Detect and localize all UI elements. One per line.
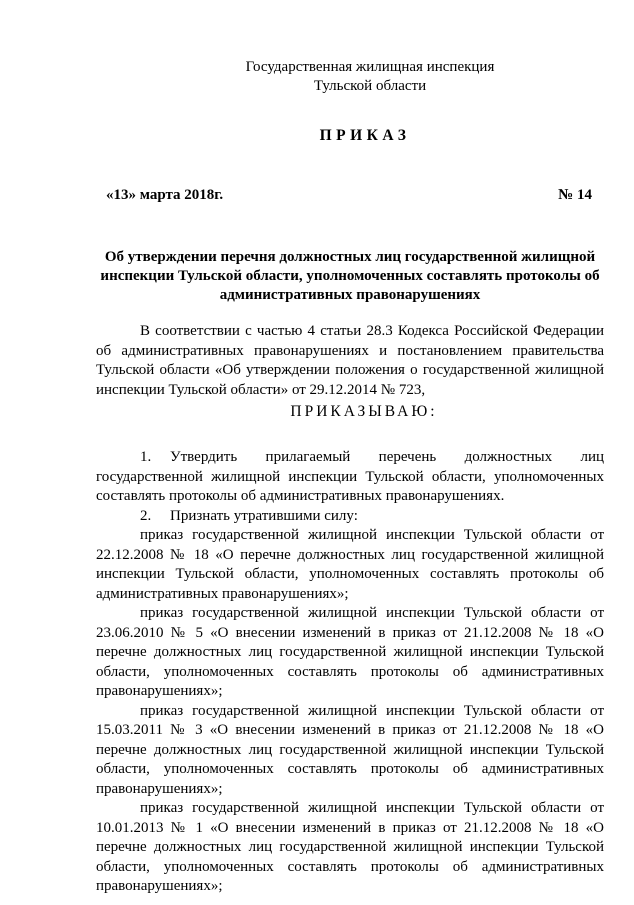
preamble: В соответствии с частью 4 статьи 28.3 Кодекса Российской Федерации об административных правонарушениях и постановлением правительства Тульской области «Об утверждении положения о государственной жилищной инспекции Тульской области» от 29.12.2014 № 723, — [96, 323, 604, 398]
document-number: № 14 — [558, 187, 592, 203]
repealed-order-3: приказ государственной жилищной инспекции Тульской области от 15.03.2011 № 3 «О внесении изменений в приказ от 21.12.2008 № 18 «О перечне должностных лиц государственной жилищной инспекции Тульской области, уполномоченных составлять протоколы об административных правонарушениях»; — [96, 702, 604, 797]
repealed-order-2: приказ государственной жилищной инспекции Тульской области от 23.06.2010 № 5 «О внесении изменений в приказ от 21.12.2008 № 18 «О перечне должностных лиц государственной жилищной инспекции Тульской области, уполномоченных составлять протоколы об административных правонарушениях»; — [96, 605, 604, 699]
org-name-line-2: Тульской области — [313, 78, 427, 94]
document-meta — [106, 187, 592, 204]
item-text: Утвердить прилагаемый перечень должностных лиц государственной жилищной инспекции Тульской области, уполномоченных составлять протоколы об административных правонарушениях. — [96, 449, 604, 504]
issuing-organization — [96, 58, 604, 96]
order-item-1 — [96, 448, 604, 507]
document-date: «13» марта 2018г. — [106, 187, 224, 203]
repealed-order-1: приказ государственной жилищной инспекции Тульской области от 22.12.2008 № 18 «О перечне должностных лиц государственной жилищной инспекции Тульской области, уполномоченных составлять протоколы об административных правонарушениях»; — [96, 527, 604, 602]
repealed-order-4: приказ государственной жилищной инспекции Тульской области от 10.01.2013 № 1 «О внесении изменений в приказ от 21.12.2008 № 18 «О перечне должностных лиц государственной жилищной инспекции Тульской области, уполномоченных составлять протоколы об административных правонарушениях»; — [96, 800, 604, 894]
order-word: ПРИКАЗЫВАЮ: — [290, 403, 438, 420]
org-name-line-1: Государственная жилищная инспекция — [245, 59, 495, 75]
item-text: Признать утратившими силу: — [170, 507, 358, 524]
item-number: 2. — [140, 507, 152, 524]
order-item-2 — [96, 507, 604, 527]
document-title: Об утверждении перечня должностных лиц государственной жилищной инспекции Тульской области, уполномоченных составлять протоколы об административных правонарушениях — [100, 249, 600, 303]
item-number: 1. — [140, 449, 152, 465]
order-body — [96, 448, 604, 897]
document-type: ПРИКАЗ — [319, 127, 411, 144]
